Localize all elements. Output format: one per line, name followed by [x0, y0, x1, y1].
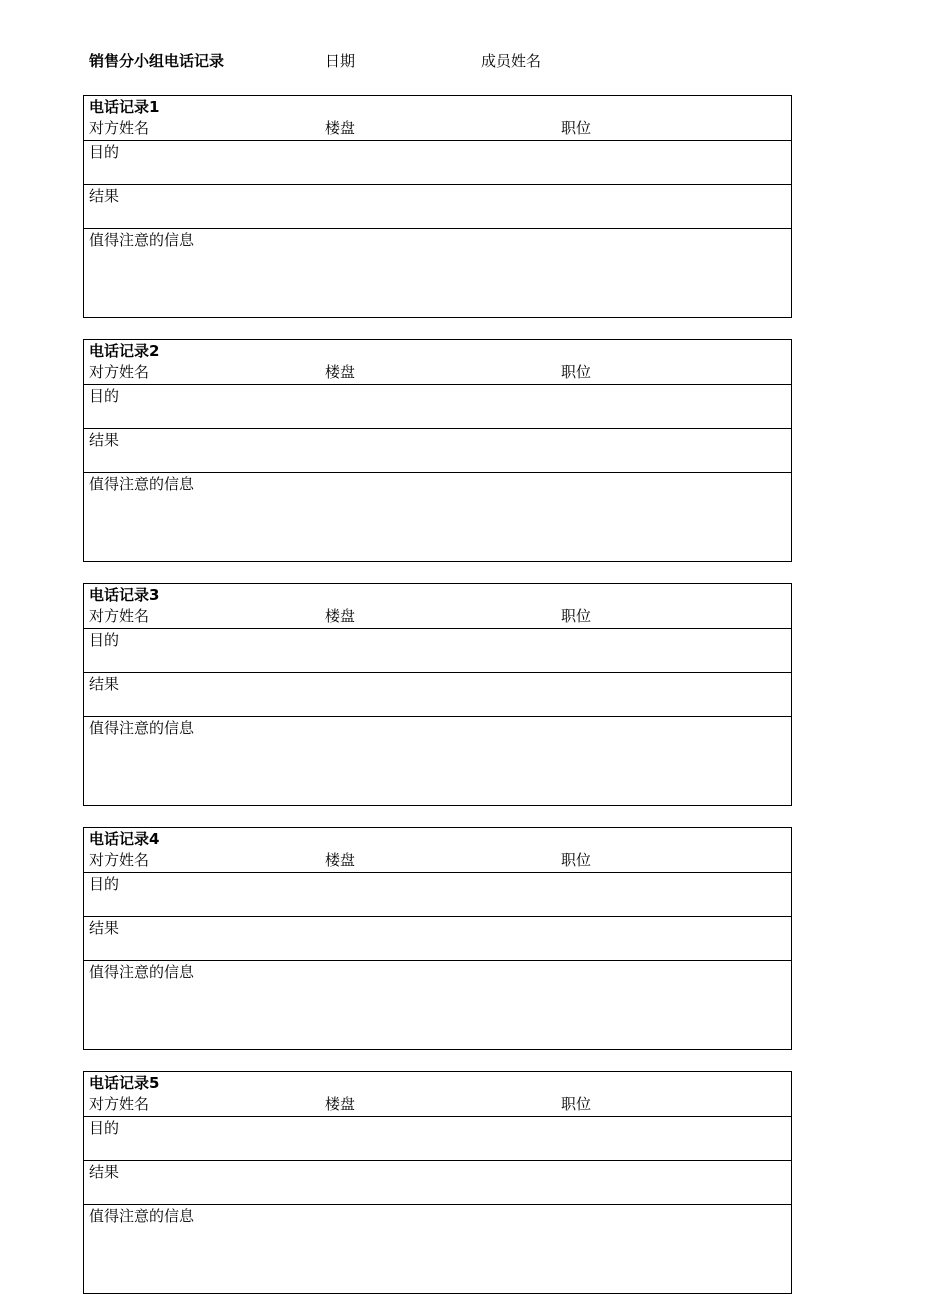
position-label: 职位	[561, 363, 592, 381]
call-record-2	[83, 339, 792, 562]
purpose-row[interactable]	[84, 141, 791, 185]
result-row[interactable]	[84, 673, 791, 717]
record-title: 电话记录5	[89, 1074, 160, 1092]
page-title: 销售分小组电话记录	[89, 52, 225, 70]
position-label: 职位	[561, 119, 592, 137]
record-title: 电话记录2	[89, 342, 160, 360]
purpose-row[interactable]	[84, 873, 791, 917]
call-record-4	[83, 827, 792, 1050]
building-label: 楼盘	[325, 363, 356, 381]
record-header-row	[84, 828, 791, 873]
record-header-row	[84, 96, 791, 141]
notes-row[interactable]	[84, 961, 791, 1049]
building-label: 楼盘	[325, 1095, 356, 1113]
building-label: 楼盘	[325, 851, 356, 869]
result-row[interactable]	[84, 1161, 791, 1205]
record-title: 电话记录3	[89, 586, 160, 604]
notes-label: 值得注意的信息	[89, 475, 195, 493]
notes-label: 值得注意的信息	[89, 719, 195, 737]
purpose-label: 目的	[89, 1119, 120, 1137]
record-title: 电话记录1	[89, 98, 160, 116]
result-row[interactable]	[84, 185, 791, 229]
contact-name-label: 对方姓名	[89, 1095, 150, 1113]
purpose-label: 目的	[89, 875, 120, 893]
call-record-1	[83, 95, 792, 318]
call-record-5	[83, 1071, 792, 1294]
contact-name-label: 对方姓名	[89, 119, 150, 137]
building-label: 楼盘	[325, 119, 356, 137]
call-record-sheet	[83, 95, 792, 1225]
call-record-3	[83, 583, 792, 806]
result-label: 结果	[89, 431, 120, 449]
purpose-row[interactable]	[84, 629, 791, 673]
position-label: 职位	[561, 607, 592, 625]
result-label: 结果	[89, 187, 120, 205]
purpose-label: 目的	[89, 631, 120, 649]
result-label: 结果	[89, 1163, 120, 1181]
building-label: 楼盘	[325, 607, 356, 625]
notes-row[interactable]	[84, 717, 791, 805]
notes-label: 值得注意的信息	[89, 1207, 195, 1225]
record-header-row	[84, 340, 791, 385]
contact-name-label: 对方姓名	[89, 363, 150, 381]
member-name-label: 成员姓名	[481, 52, 542, 70]
result-label: 结果	[89, 919, 120, 937]
record-header-row	[84, 584, 791, 629]
notes-row[interactable]	[84, 1205, 791, 1293]
position-label: 职位	[561, 851, 592, 869]
record-title: 电话记录4	[89, 830, 160, 848]
notes-label: 值得注意的信息	[89, 963, 195, 981]
purpose-label: 目的	[89, 143, 120, 161]
position-label: 职位	[561, 1095, 592, 1113]
result-label: 结果	[89, 675, 120, 693]
page-header	[0, 50, 950, 74]
record-header-row	[84, 1072, 791, 1117]
contact-name-label: 对方姓名	[89, 851, 150, 869]
result-row[interactable]	[84, 917, 791, 961]
contact-name-label: 对方姓名	[89, 607, 150, 625]
date-label: 日期	[325, 52, 356, 70]
result-row[interactable]	[84, 429, 791, 473]
notes-label: 值得注意的信息	[89, 231, 195, 249]
notes-row[interactable]	[84, 473, 791, 561]
notes-row[interactable]	[84, 229, 791, 317]
purpose-row[interactable]	[84, 1117, 791, 1161]
purpose-label: 目的	[89, 387, 120, 405]
purpose-row[interactable]	[84, 385, 791, 429]
